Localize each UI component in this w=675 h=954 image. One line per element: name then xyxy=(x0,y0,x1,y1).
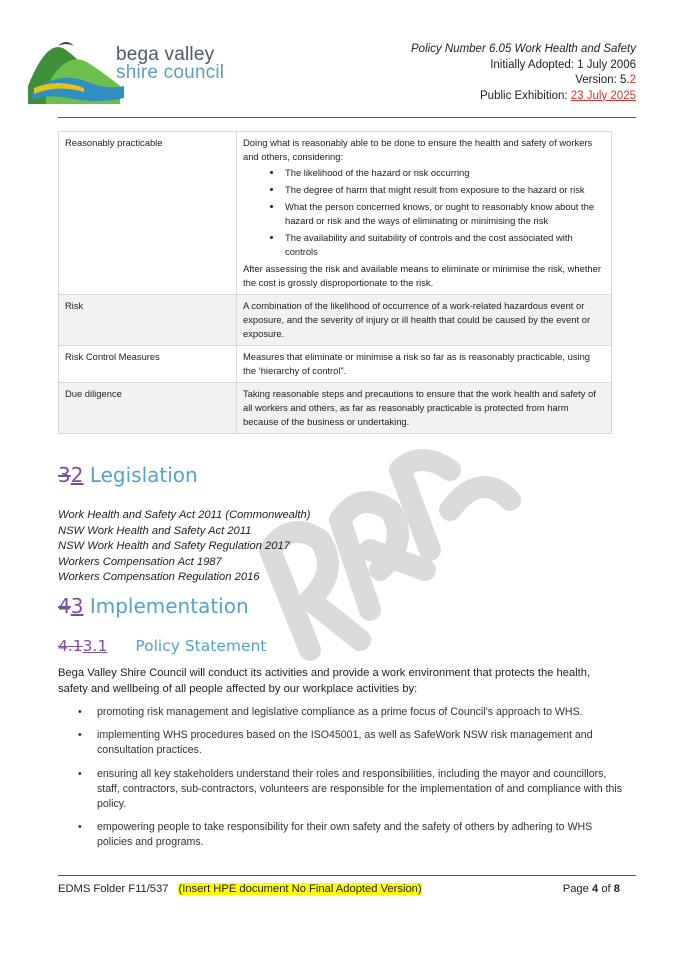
policy-bullet: • empowering people to take responsibility for their own safety and the safety of others by adhering to WHS policies and programs. xyxy=(78,821,593,849)
definition-bullet: • The degree of harm that might result from exposure to the hazard or risk xyxy=(283,183,605,197)
old-subsection-number: 4.1 xyxy=(58,637,83,655)
definition-row xyxy=(59,383,612,434)
version-line: Version: 5.2 xyxy=(575,74,636,86)
bullet-icon: • xyxy=(78,821,82,834)
new-subsection-number: 3.1 xyxy=(82,637,108,655)
definition-text: Doing what is reasonably able to be done to ensure the health and safety of workers and others, considering: • The likelihood of the hazard or risk occurring • The degree of harm that might result from exposure to the hazard or risk • What the person concerned knows, or ought to reasonably know about the hazard or risk and the ways of eliminating or minimising the risk • The availability and suitability of controls and the cost associated with controls After assessing the risk and available means to eliminate or minimise the risk, whether the cost is grossly disproportionate to the risk. xyxy=(237,132,612,295)
new-section-number: 3 xyxy=(70,594,84,618)
definition-bullet: • What the person concerned knows, or ought to reasonably know about the hazard or risk and the ways of eliminating or minimising the risk xyxy=(283,200,605,228)
legislation-list xyxy=(58,508,310,586)
bullet-icon: • xyxy=(78,706,82,718)
bullet-icon: • xyxy=(78,729,82,742)
mountain-logo-icon xyxy=(28,28,128,104)
policy-statement-heading xyxy=(58,637,266,655)
bullet-icon: • xyxy=(78,767,82,780)
definition-bullet-list xyxy=(243,166,605,259)
page-number: Page 4 of 8 xyxy=(562,883,620,895)
subsection-title: Policy Statement xyxy=(135,637,267,655)
exhibition-date: 23 July 2025 xyxy=(570,89,636,102)
definition-bullet: • The availability and suitability of controls and the cost associated with controls xyxy=(283,231,605,259)
logo-text-line2: shire council xyxy=(116,62,225,83)
council-logo xyxy=(28,28,248,104)
definition-term: Due diligence xyxy=(59,383,237,434)
old-section-number: 4 xyxy=(58,594,71,618)
initially-adopted: Initially Adopted: 1 July 2006 xyxy=(490,58,636,71)
policy-bullet: • ensuring all key stakeholders understand their roles and responsibilities, including the mayor and councillors, staff, contractors, sub-contractors, volunteers are responsible for the implementation of and compliance with this policy. xyxy=(78,767,623,811)
definition-term: Reasonably practicable xyxy=(59,132,237,295)
definition-text: Measures that eliminate or minimise a risk so far as is reasonably practicable, using the ‘hierarchy of control”. xyxy=(237,346,612,383)
header-rule xyxy=(58,117,636,118)
definition-term: Risk Control Measures xyxy=(59,346,237,383)
definition-text: Taking reasonable steps and precautions to ensure that the work health and safety of all workers and others, as far as reasonably practicable is protected from harm because of the business or undertaking. xyxy=(237,383,612,434)
definition-row xyxy=(59,295,612,346)
logo-text-line1: bega valley xyxy=(116,44,215,65)
highlighted-placeholder: (Insert HPE document No Final Adopted Version) xyxy=(178,883,422,895)
definition-row xyxy=(59,132,612,295)
document-header-info xyxy=(411,42,636,104)
definition-bullet: • The likelihood of the hazard or risk occurring xyxy=(283,166,605,180)
definition-text: A combination of the likelihood of occurrence of a work-related hazardous event or exposure, and the severity of injury or ill health that could be caused by the event or exposure. xyxy=(237,295,612,346)
policy-bullet: • promoting risk management and legislative compliance as a prime focus of Council’s approach to WHS. xyxy=(58,705,630,720)
definition-row xyxy=(59,346,612,383)
policy-bullet: • implementing WHS procedures based on the ISO45001, as well as SafeWork NSW risk management and consultation practices. xyxy=(78,729,593,757)
public-exhibition-line: Public Exhibition: 23 July 2025 xyxy=(480,89,636,102)
policy-intro-paragraph: Bega Valley Shire Council will conduct its activities and provide a work environment that protects the health, safety and wellbeing of all people affected by our workplace activities by: xyxy=(58,667,591,695)
act-item: Workers Compensation Act 1987 xyxy=(58,555,222,568)
legislation-heading xyxy=(58,463,198,487)
definitions-table xyxy=(58,131,612,434)
footer-folder xyxy=(58,883,422,895)
act-item: Workers Compensation Regulation 2016 xyxy=(58,571,260,584)
section-title: Legislation xyxy=(89,463,198,487)
implementation-heading xyxy=(58,594,249,618)
act-item: Work Health and Safety Act 2011 (Commonwealth) xyxy=(58,509,311,521)
version-revision: 2 xyxy=(629,74,636,86)
definition-term: Risk xyxy=(59,295,237,346)
old-section-number: 3 xyxy=(58,463,71,487)
new-section-number: 2 xyxy=(70,463,84,487)
edms-folder: EDMS Folder F11/537 xyxy=(58,883,169,895)
section-title: Implementation xyxy=(89,594,249,618)
act-item: NSW Work Health and Safety Regulation 2017 xyxy=(58,540,290,553)
policy-bullet-list xyxy=(58,705,630,859)
act-item: NSW Work Health and Safety Act 2011 xyxy=(58,524,252,537)
policy-number: Policy Number 6.05 Work Health and Safety xyxy=(411,43,636,55)
footer-rule xyxy=(58,875,636,876)
